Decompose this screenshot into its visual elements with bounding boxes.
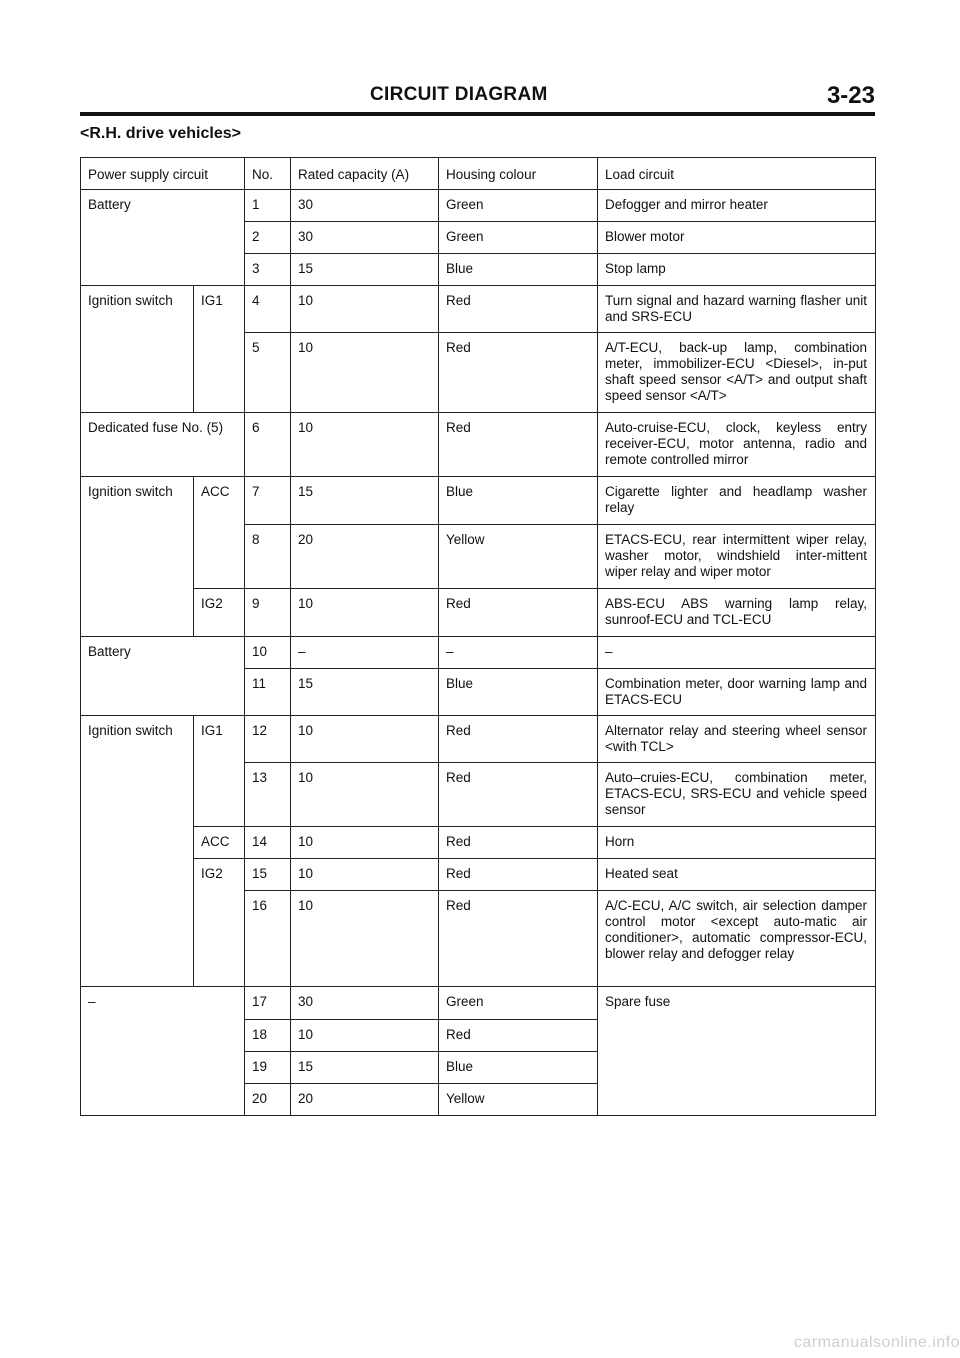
cell-no: 4 <box>245 286 291 333</box>
cell-no: 3 <box>245 254 291 286</box>
cell-colour: Red <box>439 763 598 827</box>
group-ig1: IG1 <box>194 286 245 413</box>
cell-no: 5 <box>245 333 291 413</box>
cell-no: 19 <box>245 1052 291 1084</box>
cell-load: Heated seat <box>598 859 876 891</box>
group-ignition-switch: Ignition switch <box>81 286 194 413</box>
cell-colour: Blue <box>439 477 598 525</box>
cell-capacity: 10 <box>291 859 439 891</box>
cell-colour: Red <box>439 716 598 763</box>
cell-load: ETACS-ECU, rear intermittent wiper relay, washer motor, windshield inter-mittent wiper relay and wiper motor <box>598 525 876 589</box>
cell-colour: Blue <box>439 1052 598 1084</box>
group-ignition-switch: Ignition switch <box>81 477 194 637</box>
cell-no: 2 <box>245 222 291 254</box>
cell-no: 15 <box>245 859 291 891</box>
cell-no: 6 <box>245 413 291 477</box>
cell-load: Stop lamp <box>598 254 876 286</box>
cell-capacity: 10 <box>291 286 439 333</box>
page-number: 3-23 <box>826 82 875 109</box>
cell-capacity: 15 <box>291 1052 439 1084</box>
cell-colour: Green <box>439 987 598 1020</box>
group-battery: Battery <box>81 190 245 286</box>
cell-capacity: 20 <box>291 525 439 589</box>
cell-no: 12 <box>245 716 291 763</box>
header-load: Load circuit <box>598 158 876 190</box>
table-row <box>81 286 876 333</box>
table-row <box>81 827 876 859</box>
cell-colour: Red <box>439 827 598 859</box>
cell-capacity: 20 <box>291 1084 439 1116</box>
header-supply: Power supply circuit <box>81 158 245 190</box>
cell-colour: Red <box>439 589 598 637</box>
cell-load: Horn <box>598 827 876 859</box>
cell-load: Cigarette lighter and headlamp washer relay <box>598 477 876 525</box>
cell-load: Spare fuse <box>598 987 876 1116</box>
cell-colour: Red <box>439 1020 598 1052</box>
watermark: carmanualsonline.info <box>793 1334 960 1351</box>
cell-capacity: 10 <box>291 1020 439 1052</box>
cell-load: Auto–cruies-ECU, combination meter, ETACS-ECU, SRS-ECU and vehicle speed sensor <box>598 763 876 827</box>
cell-colour: – <box>439 637 598 669</box>
section-subtitle: <R.H. drive vehicles> <box>80 125 241 142</box>
table-row <box>81 859 876 891</box>
cell-colour: Green <box>439 190 598 222</box>
table-row <box>81 987 876 1020</box>
cell-load: Turn signal and hazard warning flasher unit and SRS-ECU <box>598 286 876 333</box>
group-acc: ACC <box>194 827 245 859</box>
group-ignition-switch: Ignition switch <box>81 716 194 987</box>
cell-load: A/C-ECU, A/C switch, air selection damper control motor <except auto-matic air conditioner>, automatic compressor-ECU, blower relay and defogger relay <box>598 891 876 987</box>
table-row <box>81 477 876 525</box>
cell-load: ABS-ECU ABS warning lamp relay, sunroof-ECU and TCL-ECU <box>598 589 876 637</box>
cell-colour: Red <box>439 891 598 987</box>
cell-colour: Green <box>439 222 598 254</box>
cell-capacity: 30 <box>291 987 439 1020</box>
cell-no: 17 <box>245 987 291 1020</box>
cell-no: 1 <box>245 190 291 222</box>
cell-capacity: 15 <box>291 477 439 525</box>
cell-load: Blower motor <box>598 222 876 254</box>
table-header-row <box>81 158 876 190</box>
fuse-table <box>80 157 876 1116</box>
cell-capacity: 30 <box>291 222 439 254</box>
cell-colour: Red <box>439 286 598 333</box>
cell-colour: Red <box>439 859 598 891</box>
page-title: CIRCUIT DIAGRAM <box>370 84 548 105</box>
cell-no: 8 <box>245 525 291 589</box>
group-ig2: IG2 <box>194 859 245 987</box>
header-capacity: Rated capacity (A) <box>291 158 439 190</box>
header-no: No. <box>245 158 291 190</box>
cell-no: 7 <box>245 477 291 525</box>
group-none: – <box>81 987 245 1116</box>
group-battery: Battery <box>81 637 245 716</box>
header-colour: Housing colour <box>439 158 598 190</box>
table-row <box>81 637 876 669</box>
group-ig1: IG1 <box>194 716 245 827</box>
cell-load: Auto-cruise-ECU, clock, keyless entry receiver-ECU, motor antenna, radio and remote controlled mirror <box>598 413 876 477</box>
cell-colour: Blue <box>439 669 598 716</box>
cell-no: 16 <box>245 891 291 987</box>
cell-colour: Red <box>439 413 598 477</box>
page-header <box>80 84 875 114</box>
group-acc: ACC <box>194 477 245 589</box>
cell-colour: Blue <box>439 254 598 286</box>
cell-no: 14 <box>245 827 291 859</box>
cell-load: – <box>598 637 876 669</box>
cell-capacity: 30 <box>291 190 439 222</box>
cell-capacity: 10 <box>291 827 439 859</box>
cell-load: Alternator relay and steering wheel sensor <with TCL> <box>598 716 876 763</box>
header-rule <box>80 112 875 116</box>
cell-load: Defogger and mirror heater <box>598 190 876 222</box>
cell-capacity: – <box>291 637 439 669</box>
group-ig2: IG2 <box>194 589 245 637</box>
cell-no: 20 <box>245 1084 291 1116</box>
table-row <box>81 716 876 763</box>
cell-no: 11 <box>245 669 291 716</box>
cell-capacity: 10 <box>291 413 439 477</box>
cell-colour: Yellow <box>439 525 598 589</box>
cell-capacity: 10 <box>291 763 439 827</box>
cell-capacity: 10 <box>291 333 439 413</box>
cell-capacity: 10 <box>291 589 439 637</box>
cell-no: 9 <box>245 589 291 637</box>
cell-no: 18 <box>245 1020 291 1052</box>
table-row <box>81 413 876 477</box>
cell-capacity: 15 <box>291 254 439 286</box>
cell-capacity: 15 <box>291 669 439 716</box>
cell-load: A/T-ECU, back-up lamp, combination meter, immobilizer-ECU <Diesel>, in-put shaft speed sensor <A/T> and output shaft speed sensor <A/T> <box>598 333 876 413</box>
cell-colour: Red <box>439 333 598 413</box>
cell-capacity: 10 <box>291 716 439 763</box>
cell-no: 10 <box>245 637 291 669</box>
group-dedicated-fuse: Dedicated fuse No. (5) <box>81 413 245 477</box>
cell-colour: Yellow <box>439 1084 598 1116</box>
cell-capacity: 10 <box>291 891 439 987</box>
table-row <box>81 589 876 637</box>
cell-load: Combination meter, door warning lamp and ETACS-ECU <box>598 669 876 716</box>
cell-no: 13 <box>245 763 291 827</box>
table-row <box>81 190 876 222</box>
